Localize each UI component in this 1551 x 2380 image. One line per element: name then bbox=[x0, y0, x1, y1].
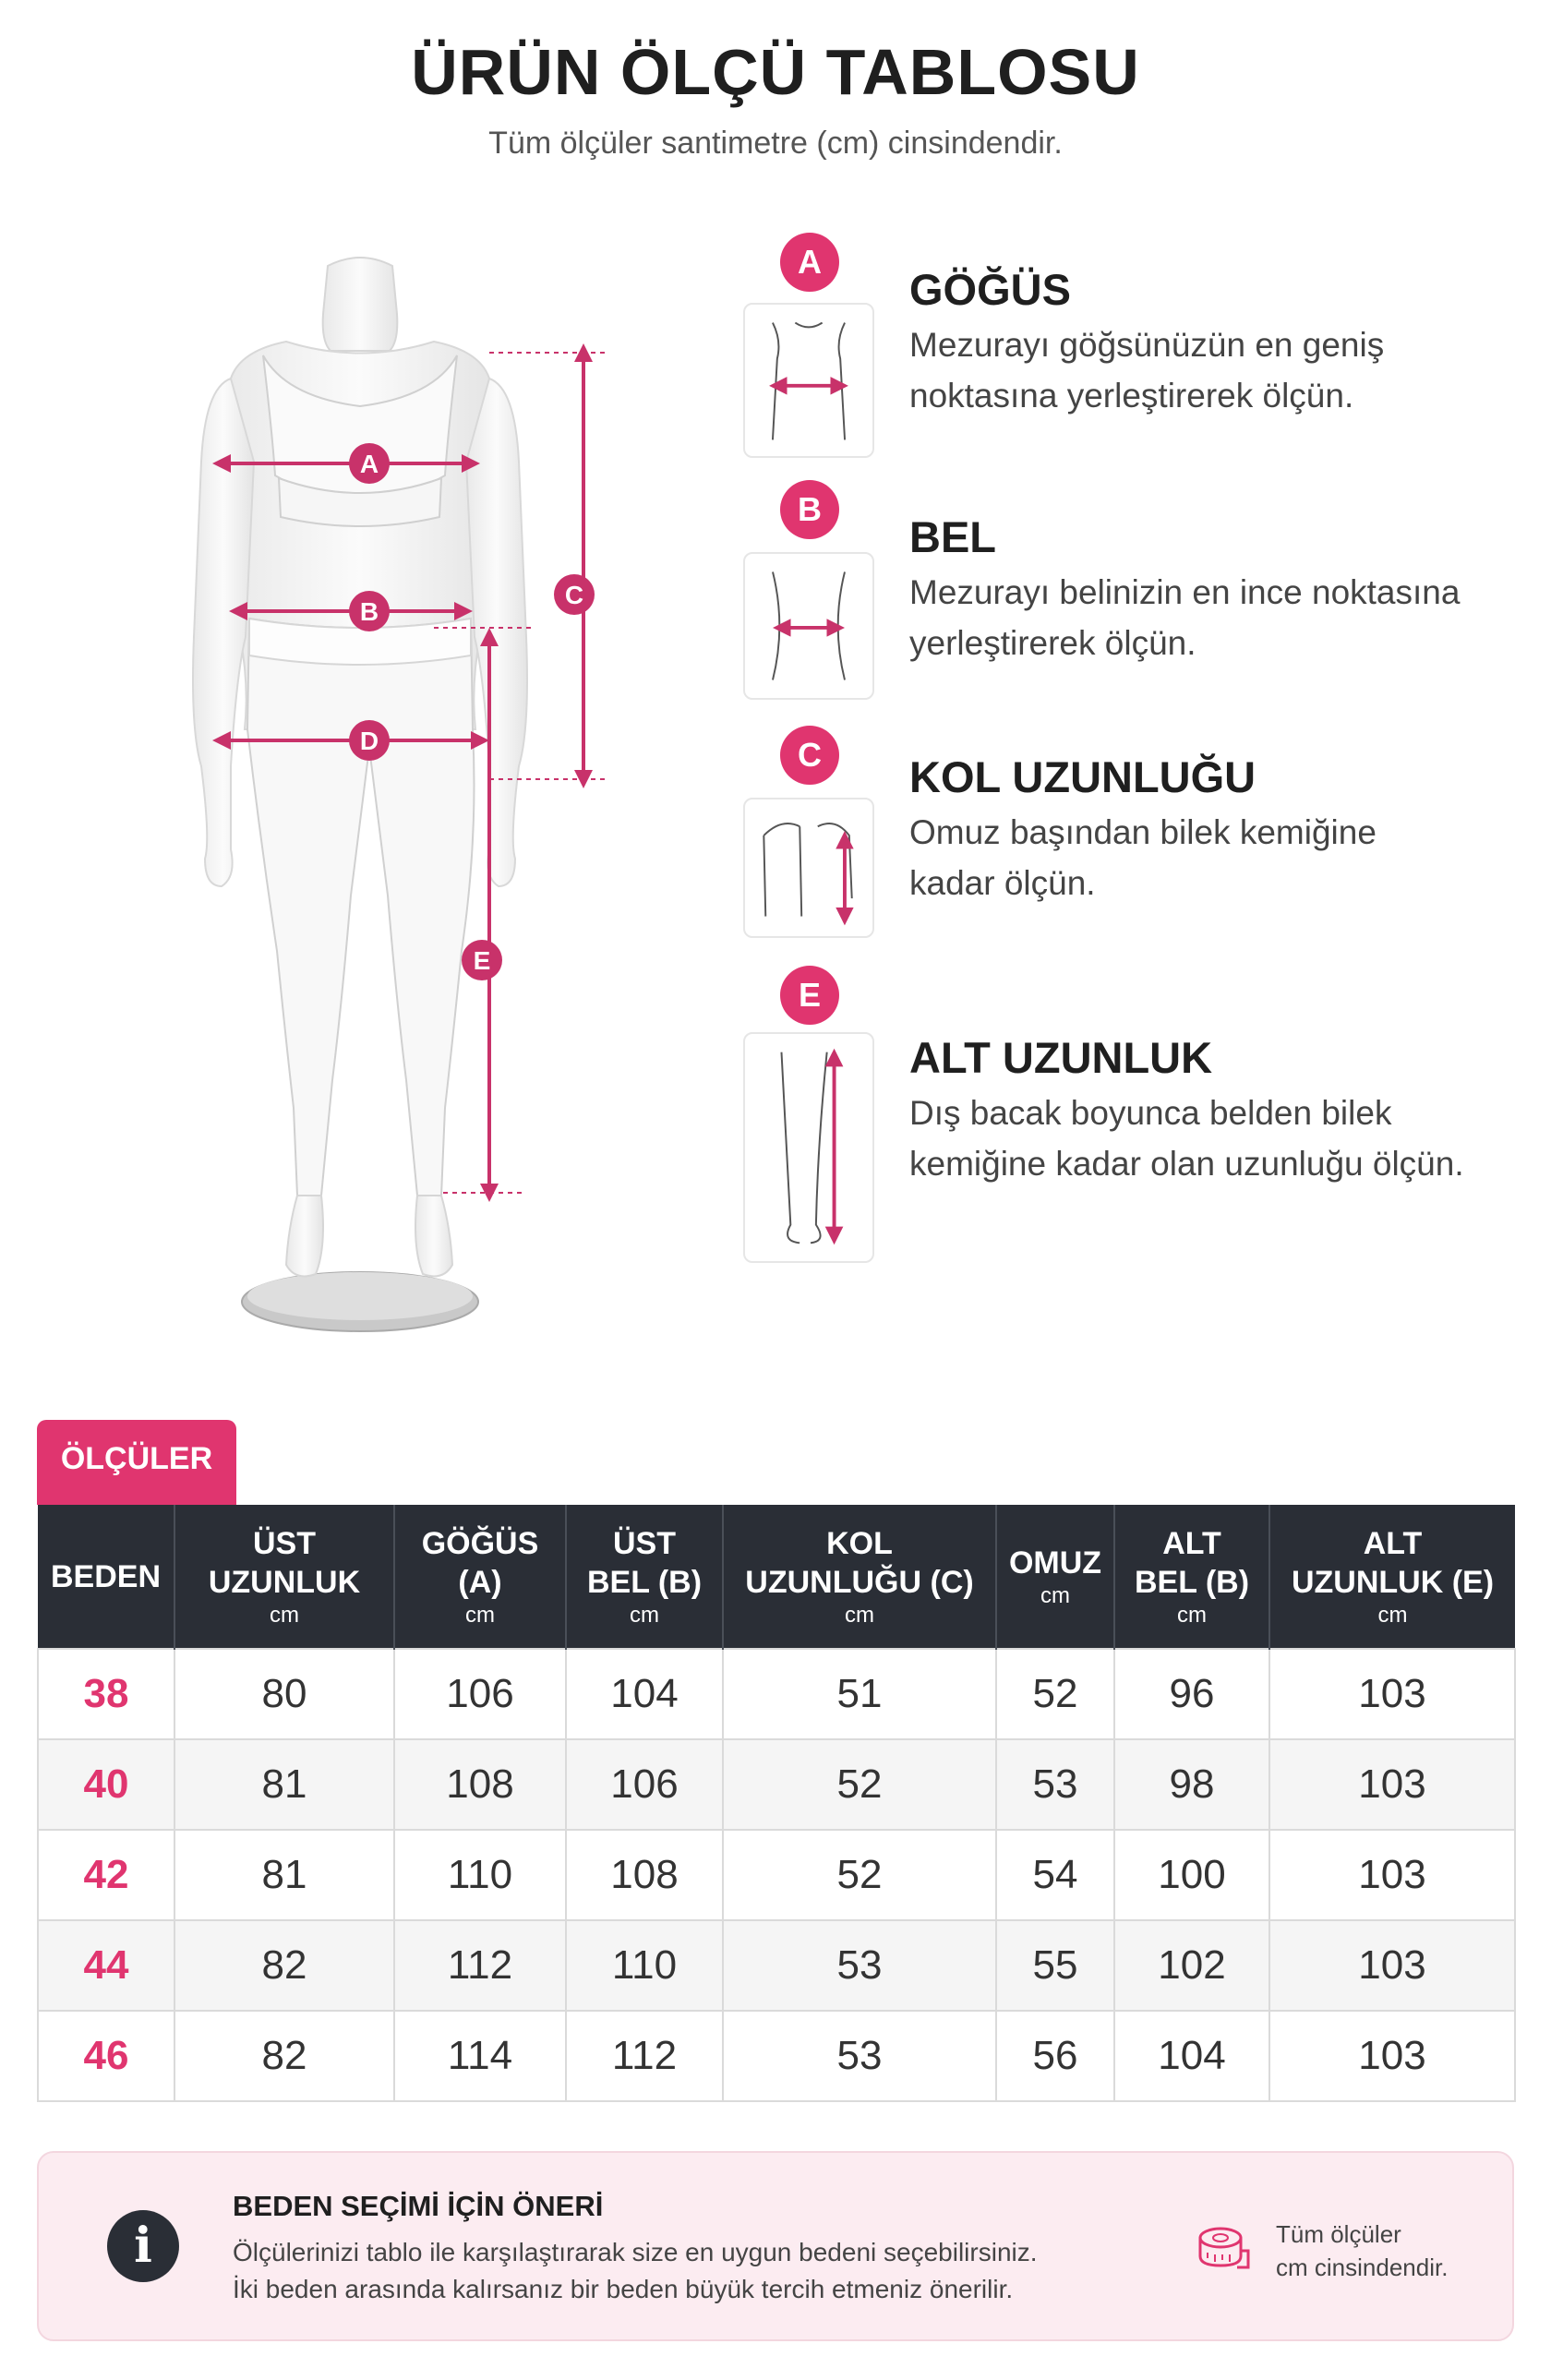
guide-description: Mezurayı belinizin en ince noktasına yerleştirerek ölçün. bbox=[909, 573, 1461, 662]
guide-badge: E bbox=[780, 966, 839, 1025]
figure-marker-b bbox=[349, 591, 390, 631]
guide-badge: C bbox=[780, 726, 839, 785]
figure-marker-e bbox=[462, 940, 502, 980]
table-cell: 82 bbox=[174, 2011, 394, 2101]
column-header-chest: GÖĞÜS (A) cm bbox=[394, 1505, 566, 1649]
table-cell: 112 bbox=[394, 1920, 566, 2011]
table-cell: 81 bbox=[174, 1830, 394, 1920]
table-cell: 110 bbox=[394, 1830, 566, 1920]
table-cell: 52 bbox=[723, 1830, 996, 1920]
column-header-shoulder: OMUZ cm bbox=[996, 1505, 1114, 1649]
advice-text-line: İki beden arasında kalırsanız bir beden büyük tercih etmeniz önerilir. bbox=[233, 2275, 1014, 2303]
mannequin-figure bbox=[102, 249, 637, 1348]
column-header-bottom-length: ALT UZUNLUK (E) cm bbox=[1269, 1505, 1515, 1649]
page-subtitle: Tüm ölçüler santimetre (cm) cinsindendir. bbox=[488, 126, 1063, 161]
arm-measure-icon bbox=[743, 798, 874, 938]
guide-item-waist bbox=[743, 480, 1528, 711]
table-row bbox=[38, 2011, 1515, 2101]
mannequin-illustration bbox=[102, 249, 637, 1348]
table-cell: 103 bbox=[1269, 2011, 1515, 2101]
table-row bbox=[38, 1830, 1515, 1920]
svg-text:D: D bbox=[359, 727, 379, 755]
table-cell: 114 bbox=[394, 2011, 566, 2101]
table-tab-label: ÖLÇÜLER bbox=[37, 1420, 236, 1505]
figure-marker-d bbox=[349, 720, 390, 761]
column-header-top-length: ÜST UZUNLUK cm bbox=[174, 1505, 394, 1649]
table-cell: 103 bbox=[1269, 1739, 1515, 1830]
guide-item-chest bbox=[743, 233, 1528, 463]
table-cell: 104 bbox=[566, 1649, 723, 1739]
guide-title: GÖĞÜS bbox=[909, 265, 1071, 314]
guide-title: ALT UZUNLUK bbox=[909, 1033, 1213, 1082]
table-cell: 108 bbox=[566, 1830, 723, 1920]
table-row bbox=[38, 1739, 1515, 1830]
table-cell: 106 bbox=[566, 1739, 723, 1830]
table-cell: 104 bbox=[1114, 2011, 1269, 2101]
table-cell: 51 bbox=[723, 1649, 996, 1739]
svg-text:C: C bbox=[564, 581, 584, 609]
table-cell: 53 bbox=[996, 1739, 1114, 1830]
table-cell: 108 bbox=[394, 1739, 566, 1830]
column-header-size: BEDEN bbox=[38, 1505, 174, 1649]
advice-title: BEDEN SEÇİMİ İÇİN ÖNERİ bbox=[233, 2190, 604, 2222]
table-cell: 110 bbox=[566, 1920, 723, 2011]
guide-item-leg bbox=[743, 966, 1528, 1270]
table-cell: 102 bbox=[1114, 1920, 1269, 2011]
table-header-row bbox=[38, 1505, 1515, 1649]
figure-marker-a bbox=[349, 443, 390, 484]
table-cell: 96 bbox=[1114, 1649, 1269, 1739]
table-cell: 54 bbox=[996, 1830, 1114, 1920]
figure-marker-c bbox=[554, 574, 595, 615]
measuring-tape-icon bbox=[1195, 2219, 1252, 2277]
guide-description: Mezurayı göğsünüzün en geniş noktasına yerleştirerek ölçün. bbox=[909, 326, 1385, 415]
table-cell: 81 bbox=[174, 1739, 394, 1830]
table-cell: 52 bbox=[996, 1649, 1114, 1739]
table-row bbox=[38, 1649, 1515, 1739]
column-header-top-waist: ÜST BEL (B) cm bbox=[566, 1505, 723, 1649]
guide-badge: A bbox=[780, 233, 839, 292]
size-cell: 40 bbox=[38, 1739, 174, 1830]
chest-measure-icon bbox=[743, 303, 874, 458]
table-cell: 103 bbox=[1269, 1920, 1515, 2011]
column-header-arm-length: KOL UZUNLUĞU (C) cm bbox=[723, 1505, 996, 1649]
table-cell: 98 bbox=[1114, 1739, 1269, 1830]
size-cell: 42 bbox=[38, 1830, 174, 1920]
table-cell: 56 bbox=[996, 2011, 1114, 2101]
guide-description: Omuz başından bilek kemiğine kadar ölçün. bbox=[909, 813, 1377, 902]
size-cell: 46 bbox=[38, 2011, 174, 2101]
waist-measure-icon bbox=[743, 552, 874, 700]
table-cell: 100 bbox=[1114, 1830, 1269, 1920]
table-cell: 55 bbox=[996, 1920, 1114, 2011]
guide-description: Dış bacak boyunca belden bilek kemiğine kadar olan uzunluğu ölçün. bbox=[909, 1094, 1464, 1183]
table-cell: 103 bbox=[1269, 1649, 1515, 1739]
page-title: ÜRÜN ÖLÇÜ TABLOSU bbox=[411, 36, 1140, 108]
svg-text:E: E bbox=[473, 946, 491, 975]
column-header-bottom-waist: ALT BEL (B) cm bbox=[1114, 1505, 1269, 1649]
info-icon: i bbox=[107, 2210, 179, 2282]
size-cell: 38 bbox=[38, 1649, 174, 1739]
svg-text:A: A bbox=[359, 450, 379, 478]
units-note: Tüm ölçüler cm cinsindendir. bbox=[1276, 2220, 1449, 2281]
table-cell: 53 bbox=[723, 1920, 996, 2011]
size-cell: 44 bbox=[38, 1920, 174, 2011]
leg-measure-icon bbox=[743, 1032, 874, 1263]
guide-item-arm bbox=[743, 726, 1528, 956]
table-cell: 80 bbox=[174, 1649, 394, 1739]
table-cell: 106 bbox=[394, 1649, 566, 1739]
size-table bbox=[37, 1505, 1516, 2102]
guide-badge: B bbox=[780, 480, 839, 539]
size-advice-box bbox=[37, 2151, 1514, 2341]
table-cell: 112 bbox=[566, 2011, 723, 2101]
table-cell: 82 bbox=[174, 1920, 394, 2011]
svg-text:B: B bbox=[359, 597, 379, 626]
advice-text-line: Ölçülerinizi tablo ile karşılaştırarak size en uygun bedeni seçebilirsiniz. bbox=[233, 2238, 1038, 2266]
table-row bbox=[38, 1920, 1515, 2011]
table-cell: 53 bbox=[723, 2011, 996, 2101]
guide-title: KOL UZUNLUĞU bbox=[909, 752, 1256, 801]
table-cell: 103 bbox=[1269, 1830, 1515, 1920]
table-cell: 52 bbox=[723, 1739, 996, 1830]
guide-title: BEL bbox=[909, 512, 996, 561]
